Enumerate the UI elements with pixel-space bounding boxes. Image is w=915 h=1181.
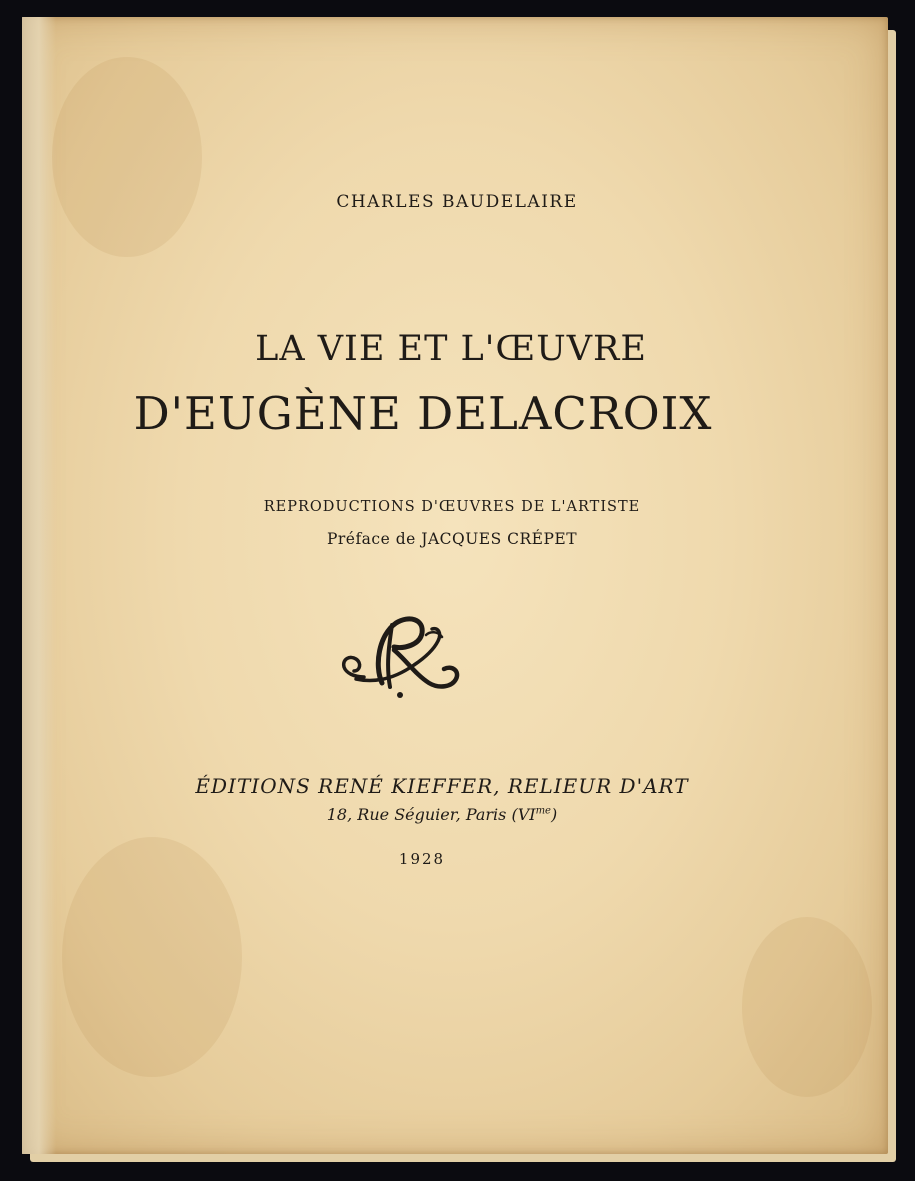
book-cover <box>22 17 888 1154</box>
address-close: ) <box>550 805 558 824</box>
title-line-1: LA VIE ET L'ŒUVRE <box>255 329 647 369</box>
address-text: 18, Rue Séguier, Paris (VI <box>326 805 536 824</box>
subtitle: REPRODUCTIONS D'ŒUVRES DE L'ARTISTE <box>263 499 641 515</box>
author-name: CHARLES BAUDELAIRE <box>336 192 578 212</box>
paper-stain <box>62 837 242 1077</box>
publication-year: 1928 <box>398 850 446 868</box>
title-line-2: D'EUGÈNE DELACROIX <box>133 387 713 440</box>
monogram-logo <box>334 605 464 705</box>
paper-stain <box>52 57 202 257</box>
publisher-name: ÉDITIONS RENÉ KIEFFER, RELIEUR D'ART <box>195 774 689 798</box>
publisher-address <box>52 805 832 824</box>
paper-stain <box>742 917 872 1097</box>
preface-credit: Préface de JACQUES CRÉPET <box>326 530 578 548</box>
address-superscript: me <box>535 805 551 817</box>
spine-edge <box>22 17 56 1154</box>
